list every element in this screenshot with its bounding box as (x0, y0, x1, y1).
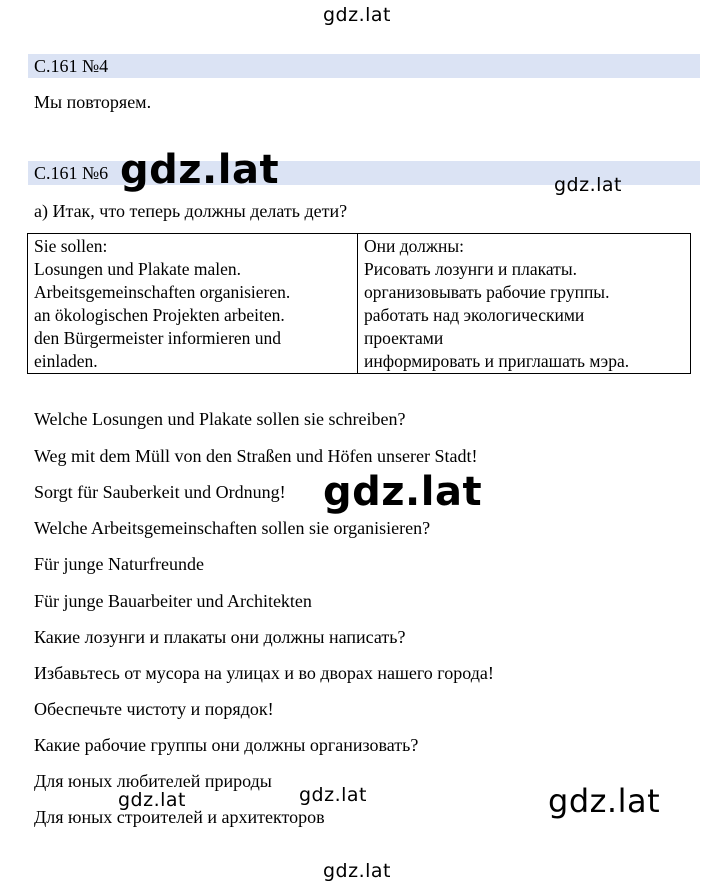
text-line: Für junge Naturfreunde (34, 554, 204, 574)
translation-table (27, 233, 691, 374)
text-line: Для юных любителей природы (34, 771, 272, 791)
text-line: Какие лозунги и плакаты они должны написать? (34, 627, 406, 647)
table-line: einladen. (34, 351, 98, 371)
text-line: Какие рабочие группы они должны организовать? (34, 735, 419, 755)
table-line: организовывать рабочие группы. (364, 282, 610, 302)
section-header-bar-1 (28, 54, 700, 78)
watermark-bottom-mid: gdz.lat (299, 784, 368, 806)
table-cell-german (28, 234, 358, 374)
section-2-question: а) Итак, что теперь должны делать дети? (34, 201, 348, 221)
table-line: Sie sollen: (34, 236, 108, 256)
watermark-bottom-left: gdz.lat (118, 789, 187, 811)
section-header-2: С.161 №6 (34, 163, 109, 183)
text-line: Weg mit dem Müll von den Straßen und Höfen unserer Stadt! (34, 446, 478, 466)
watermark-middle: gdz.lat (323, 469, 483, 515)
table-line: Arbeitsgemeinschaften organisieren. (34, 282, 291, 302)
watermark-header-2-right: gdz.lat (554, 174, 623, 196)
text-line: Welche Losungen und Plakate sollen sie schreiben? (34, 409, 406, 429)
text-line: Sorgt für Sauberkeit und Ordnung! (34, 482, 286, 502)
table-cell-russian (358, 234, 691, 374)
table-line: проектами (364, 328, 444, 348)
watermark-header-2: gdz.lat (120, 147, 280, 193)
watermark-top: gdz.lat (323, 4, 392, 26)
text-line: Für junge Bauarbeiter und Architekten (34, 591, 312, 611)
table-line: информировать и приглашать мэра. (364, 351, 630, 371)
text-line: Для юных строителей и архитекторов (34, 807, 325, 827)
table-line: an ökologischen Projekten arbeiten. (34, 305, 285, 325)
section-header-1: С.161 №4 (34, 56, 109, 76)
table-line: Losungen und Plakate malen. (34, 259, 242, 279)
table-line: Они должны: (364, 236, 464, 256)
table-line: Рисовать лозунги и плакаты. (364, 259, 577, 279)
section-1-text: Мы повторяем. (34, 92, 152, 112)
table-line: работать над экологическими (364, 305, 585, 325)
text-line: Избавьтесь от мусора на улицах и во дворах нашего города! (34, 663, 494, 683)
table-line: den Bürgermeister informieren und (34, 328, 282, 348)
watermark-footer: gdz.lat (323, 860, 392, 882)
text-line: Обеспечьте чистоту и порядок! (34, 699, 274, 719)
text-line: Welche Arbeitsgemeinschaften sollen sie organisieren? (34, 518, 431, 538)
watermark-bottom-right: gdz.lat (548, 782, 661, 820)
